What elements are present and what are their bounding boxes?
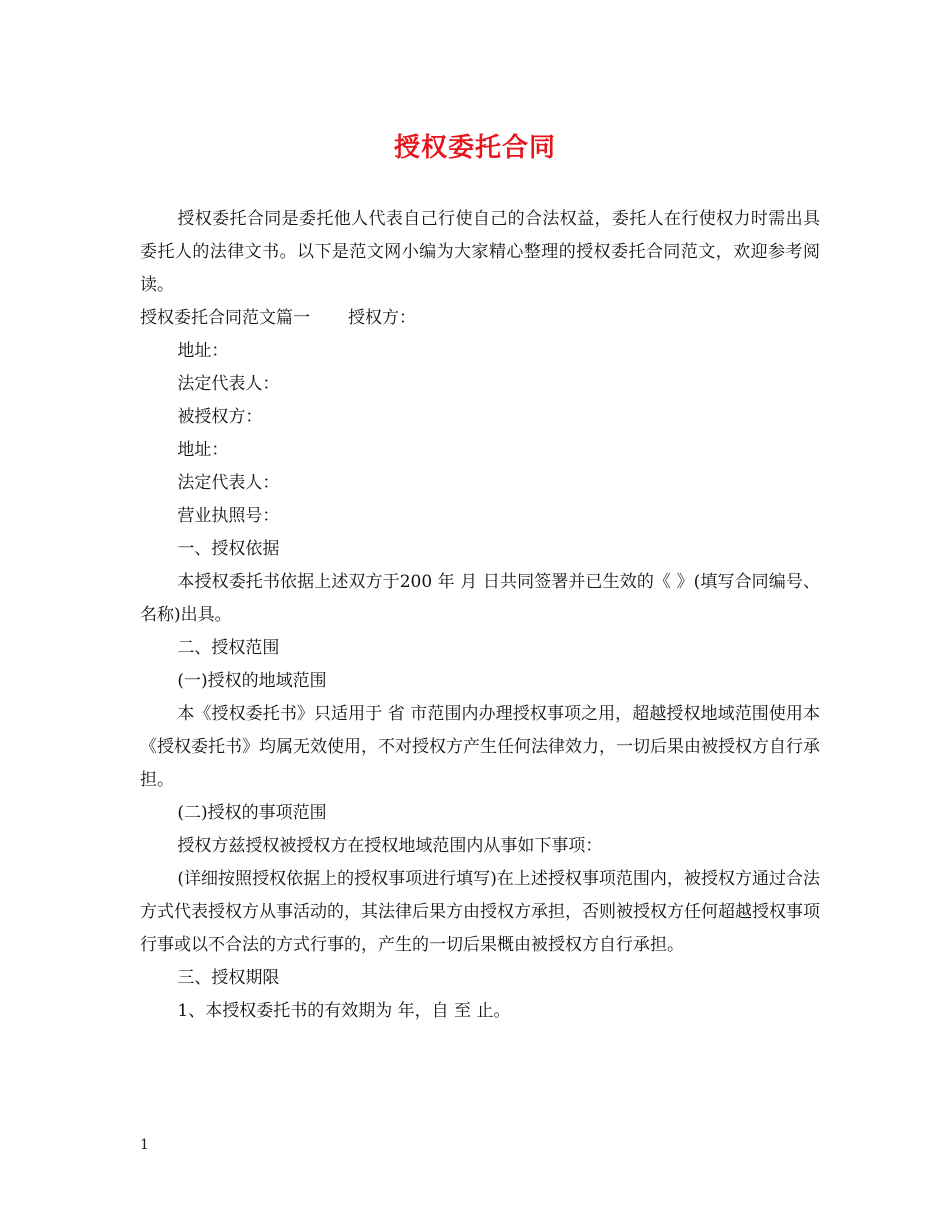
geographic-scope-text: 本《授权委托书》只适用于 省 市范围内办理授权事项之用，超越授权地域范围使用本《授权委托书》均属无效使用，不对授权方产生任何法律效力，一切后果由被授权方自行承担。 [140,704,820,790]
basis-text: 本授权委托书依据上述双方于200 年 月 日共同签署并已生效的《 》(填写合同编号、名称)出具。 [140,572,820,625]
section-heading-line [140,302,820,335]
business-license-number: 营业执照号： [177,506,280,526]
term-text: 1、本授权委托书的有效期为 年，自 至 止。 [177,1001,511,1021]
matter-scope-text: 授权方兹授权被授权方在授权地域范围内从事如下事项： [177,836,603,856]
grantor-label: 授权方： [348,308,416,328]
grantee-address: 地址： [177,440,229,460]
grantee-legal-representative: 法定代表人： [177,473,280,493]
geographic-scope-heading: (一)授权的地域范围 [177,671,327,691]
grantor-address: 地址： [177,341,229,361]
section-heading: 授权委托合同范文篇一 [140,308,310,328]
matter-detail-text: (详细按照授权依据上的授权事项进行填写)在上述授权事项范围内，被授权方通过合法方式代表授权方从事活动的，其法律后果方由授权方承担，否则被授权方任何超越授权事项行事或以不合法的方式行事的，产生的一切后果概由被授权方自行承担。 [140,869,820,955]
grantor-legal-representative: 法定代表人： [177,374,280,394]
matter-scope-heading: (二)授权的事项范围 [177,803,327,823]
scope-heading: 二、授权范围 [177,638,280,658]
grantee-label: 被授权方： [177,407,263,427]
document-body [140,203,820,1028]
document-title: 授权委托合同 [393,133,556,163]
page-number: 1 [140,1137,149,1153]
basis-heading: 一、授权依据 [177,539,280,559]
term-heading: 三、授权期限 [177,968,280,988]
intro-paragraph: 授权委托合同是委托他人代表自己行使自己的合法权益，委托人在行使权力时需出具委托人的法律文书。以下是范文网小编为大家精心整理的授权委托合同范文，欢迎参考阅读。 [140,209,820,295]
